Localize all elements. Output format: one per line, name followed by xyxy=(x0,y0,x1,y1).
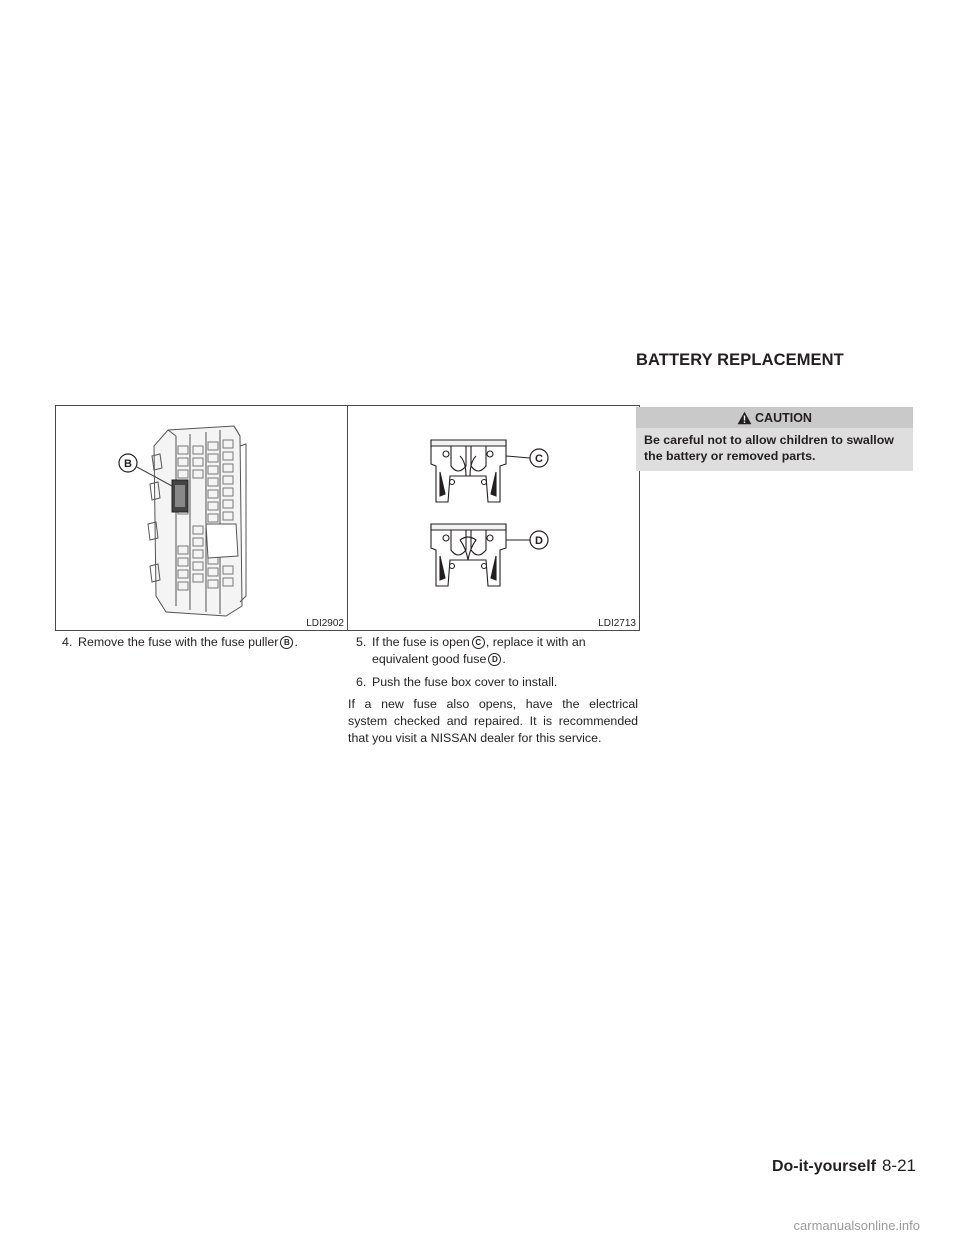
caution-box xyxy=(636,407,913,471)
figure-fuse-box xyxy=(55,405,348,631)
page-footer xyxy=(772,1156,916,1176)
chapter-name: Do-it-yourself xyxy=(771,1158,876,1175)
callout-c: C xyxy=(472,636,485,649)
callout-b: B xyxy=(280,636,293,649)
callout-d-label: D xyxy=(535,535,543,547)
caution-title: CAUTION xyxy=(755,410,812,425)
step-4: 4. Remove the fuse with the fuse puller B . xyxy=(62,635,298,649)
warning-icon xyxy=(737,411,752,425)
body-paragraph: If a new fuse also opens, have the electrical system checked and repaired. It is recommended that you visit a NISSAN dealer for this service. xyxy=(348,697,638,745)
step-6: 6. Push the fuse box cover to install. xyxy=(356,675,558,689)
step-5: 5. If the fuse is open C , replace it with an equivalent good fuse D . xyxy=(356,635,586,666)
caution-header xyxy=(636,407,913,428)
figure-id: LDI2902 xyxy=(306,618,344,629)
callout-c-label: C xyxy=(535,453,543,465)
caution-text: Be careful not to allow children to swallow the battery or removed parts. xyxy=(636,428,913,471)
fuse-comparison-illustration xyxy=(348,406,639,630)
fuse-box-illustration xyxy=(56,406,347,630)
figure-fuse-comparison xyxy=(347,405,640,631)
section-heading: BATTERY REPLACEMENT xyxy=(636,351,844,369)
figure-id: LDI2713 xyxy=(598,618,636,629)
watermark: carmanualsonline.info xyxy=(793,1218,920,1233)
callout-d: D xyxy=(488,653,501,666)
callout-b-label: B xyxy=(124,458,132,470)
page-number: 8-21 xyxy=(881,1156,916,1175)
